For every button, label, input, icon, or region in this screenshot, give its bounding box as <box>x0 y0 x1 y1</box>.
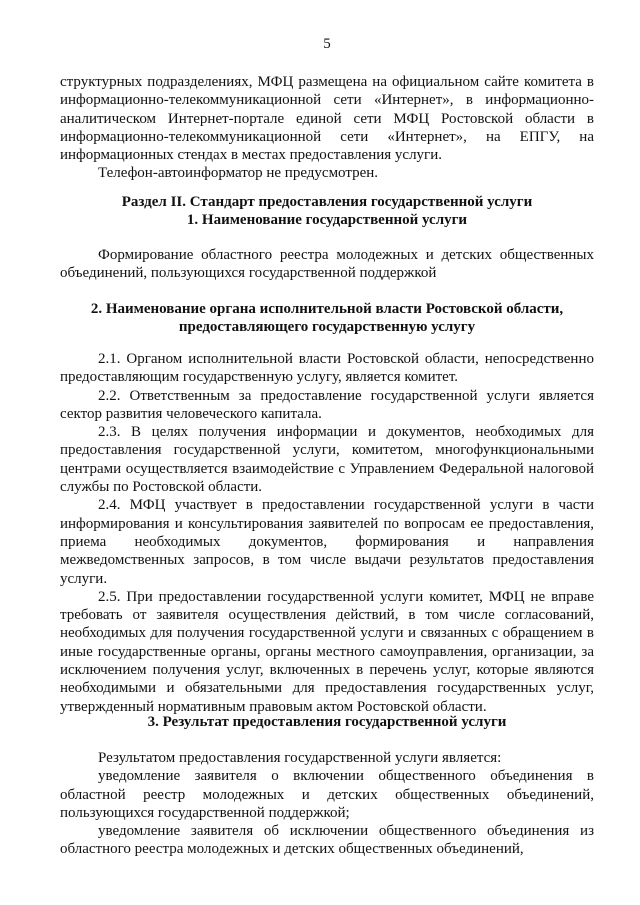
paragraph-2-3: 2.3. В целях получения информации и документов, необходимых для предоставления государственной услуги, комитетом, многофункциональными центрами осуществляется взаимодействие с Управлением Федеральной налоговой службы по Ростовской области. <box>60 424 594 496</box>
subsection-3-title: 3. Результат предоставления государственной услуги <box>147 714 507 730</box>
subsection-2-heading <box>60 300 594 337</box>
subsection-3-body <box>60 749 594 859</box>
paragraph-2-4: 2.4. МФЦ участвует в предоставлении государственной услуги в части информирования и консультирования заявителей по вопросам ее предоставления, приема необходимых документов, формирования и направления межведомственных запросов, в том числе выдачи результатов предоставления услуги. <box>60 497 594 587</box>
paragraph-3-intro: Результатом предоставления государственной услуги является: <box>98 750 502 766</box>
page-number: 5 <box>323 36 331 52</box>
paragraph-3-exclusion: уведомление заявителя об исключении общественного объединения из областного реестра молодежных и детских общественных объединений, <box>60 823 594 858</box>
subsection-1-text: Формирование областного реестра молодежных и детских общественных объединений, пользующихся государственной поддержкой <box>60 247 594 282</box>
intro-block <box>60 73 594 183</box>
subsection-3-heading <box>60 713 594 731</box>
subsection-1-title: 1. Наименование государственной услуги <box>186 212 468 229</box>
section2-heading-block <box>60 193 594 230</box>
paragraph-2-2: 2.2. Ответственным за предоставление государственной услуги является сектор развития человеческого капитала. <box>60 387 594 422</box>
subsection-2-title-line2: предоставляющего государственную услугу <box>178 319 476 336</box>
intro-paragraph: структурных подразделениях, МФЦ размещена на официальном сайте комитета в информационно-телекоммуникационной сети «Интернет», в информационно-аналитическом Интернет-портале единой сети МФЦ Ростовской области в информационно-телекоммуникационной сети «Интернет», на ЕПГУ, на информационных стендах в местах предоставления услуги. <box>60 74 594 164</box>
paragraph-2-1: 2.1. Органом исполнительной власти Ростовской области, непосредственно предоставляющим государственную услугу, является комитет. <box>60 351 594 386</box>
subsection-2-body <box>60 350 594 716</box>
section-title: Раздел II. Стандарт предоставления государственной услуги <box>121 194 533 210</box>
subsection-2-title-line1: 2. Наименование органа исполнительной власти Ростовской области, <box>90 301 564 317</box>
subsection-1-body <box>60 246 594 283</box>
intro-paragraph: Телефон-автоинформатор не предусмотрен. <box>98 165 379 182</box>
paragraph-2-5: 2.5. При предоставлении государственной услуги комитет, МФЦ не вправе требовать от заявителя осуществления действий, в том числе согласований, необходимых для получения государственной услуги и связанных с обращением в иные государственные органы, органы местного самоуправления, организации, за исключением получения услуг, включенных в перечень услуг, которые являются необходимыми и обязательными для предоставления государственных услуг, утвержденный нормативным правовым актом Ростовской области. <box>60 588 594 715</box>
paragraph-3-inclusion: уведомление заявителя о включении общественного объединения в областной реестр молодежных и детских общественных объединений, пользующихся государственной поддержкой; <box>60 768 594 821</box>
